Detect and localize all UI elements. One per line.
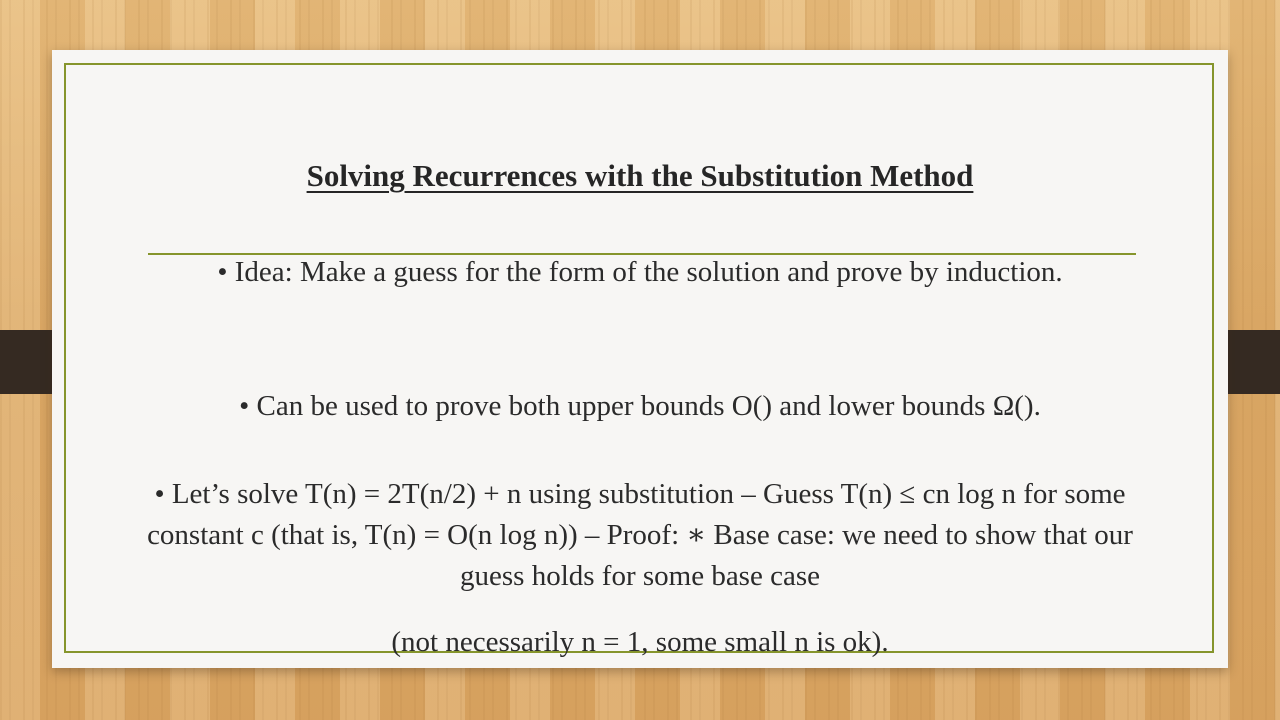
slide-title: Solving Recurrences with the Substitution Method <box>306 158 974 193</box>
bullet-substitution-continued: (not necessarily n = 1, some small n is ok). <box>391 626 889 658</box>
bullet-substitution: • Let’s solve T(n) = 2T(n/2) + n using substitution – Guess T(n) ≤ cn log n for some constant c (that is, T(n) = O(n log n)) – Proof: ∗ Base case: we need to show that our guess holds for some base case <box>147 478 1133 592</box>
bullet-idea: • Idea: Make a guess for the form of the solution and prove by induction. <box>217 256 1063 288</box>
slide-paper <box>52 50 1228 668</box>
bullet-bounds: • Can be used to prove both upper bounds O() and lower bounds Ω(). <box>239 390 1041 422</box>
